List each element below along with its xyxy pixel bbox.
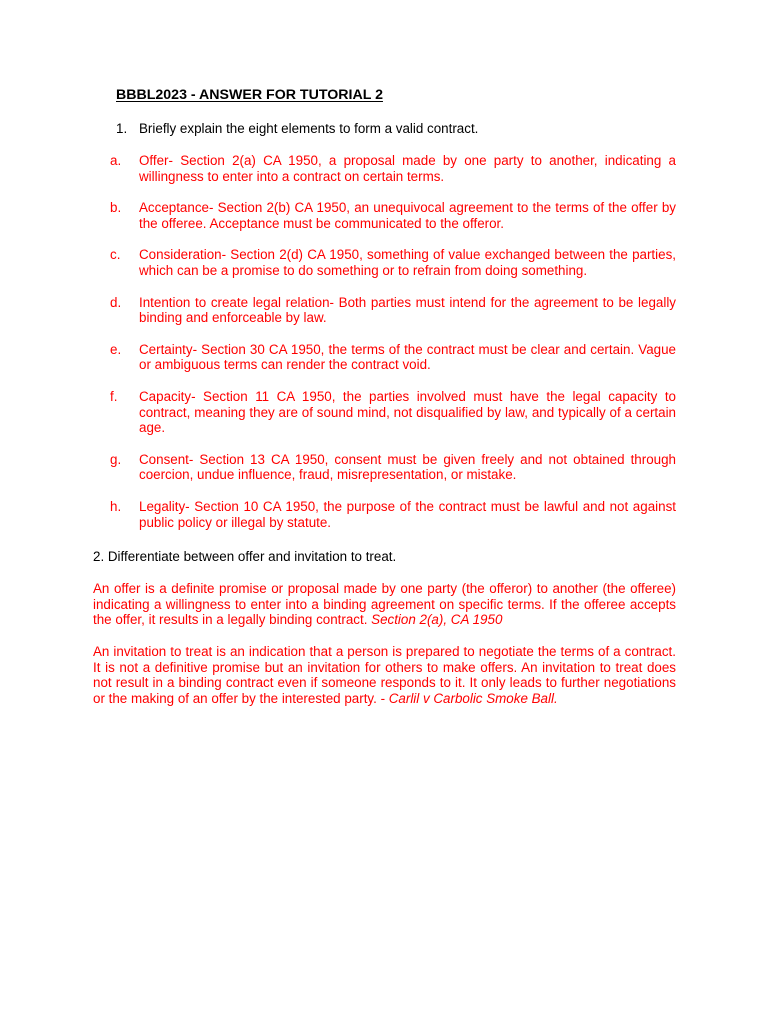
offer-paragraph-text: An offer is a definite promise or proposal made by one party (the offeror) to another (the offeree) indicating a willingness to enter into a binding agreement on specific terms. If the offeree accepts the offer, it results in a legally binding contract. [93, 581, 676, 628]
itt-citation: Carlil v Carbolic Smoke Ball [388, 690, 554, 706]
answer-text: Acceptance- Section 2(b) CA 1950, an unequivocal agreement to the terms of the offer by the offeree. Acceptance must be communicated to the offeror. [139, 200, 676, 231]
invitation-to-treat-paragraph [93, 644, 676, 706]
answer-list [110, 153, 676, 546]
answer-text: Certainty- Section 30 CA 1950, the terms of the contract must be clear and certain. Vague or ambiguous terms can render the contract void. [139, 341, 676, 373]
answer-letter: b. [110, 200, 122, 216]
answer-item-e [110, 342, 676, 373]
answer-letter: a. [110, 153, 122, 168]
answer-letter: c. [110, 247, 121, 263]
answer-letter: d. [110, 294, 122, 310]
answer-item-d [110, 295, 676, 326]
answer-text: Consideration- Section 2(d) CA 1950, something of value exchanged between the parties, which can be a promise to do something or to refrain from doing something. [139, 247, 676, 278]
question-1-text: Briefly explain the eight elements to form a valid contract. [139, 121, 479, 136]
answer-text: Legality- Section 10 CA 1950, the purpose of the contract must be lawful and not against public policy or illegal by statute. [139, 498, 676, 530]
answer-item-b [110, 200, 676, 231]
itt-paragraph-text: An invitation to treat is an indication that a person is prepared to negotiate the terms of a contract. It is not a definitive promise but an invitation for others to make offers. An invitation to treat does not result in a binding contract even if someone responds to it. It only leads to further negotiations or the making of an offer by the interested party. - [93, 644, 676, 706]
answer-text: Offer- Section 2(a) CA 1950, a proposal made by one party to another, indicating a willingness to enter into a contract on certain terms. [139, 153, 676, 184]
answer-item-f [110, 389, 676, 436]
answer-item-h [110, 499, 676, 530]
document-title: BBBL2023 - ANSWER FOR TUTORIAL 2 [116, 87, 383, 103]
answer-letter: h. [110, 498, 122, 514]
offer-paragraph [93, 581, 676, 628]
answer-text: Intention to create legal relation- Both parties must intend for the agreement to be legally binding and enforceable by law. [139, 294, 676, 326]
answer-letter: f. [110, 388, 118, 404]
answer-item-g [110, 452, 676, 483]
answer-letter: g. [110, 451, 122, 467]
question-2: 2. Differentiate between offer and invitation to treat. [93, 549, 397, 564]
answer-text: Consent- Section 13 CA 1950, consent must be given freely and not obtained through coercion, undue influence, fraud, misrepresentation, or mistake. [139, 451, 676, 483]
offer-citation: Section 2(a), CA 1950 [371, 612, 503, 628]
answer-item-c [110, 247, 676, 278]
answer-letter: e. [110, 341, 122, 357]
itt-ending: . [553, 690, 558, 706]
answer-text: Capacity- Section 11 CA 1950, the parties involved must have the legal capacity to contract, meaning they are of sound mind, not disqualified by law, and typically of a certain age. [139, 388, 676, 436]
question-1-number: 1. [116, 121, 128, 136]
answer-item-a [110, 153, 676, 184]
